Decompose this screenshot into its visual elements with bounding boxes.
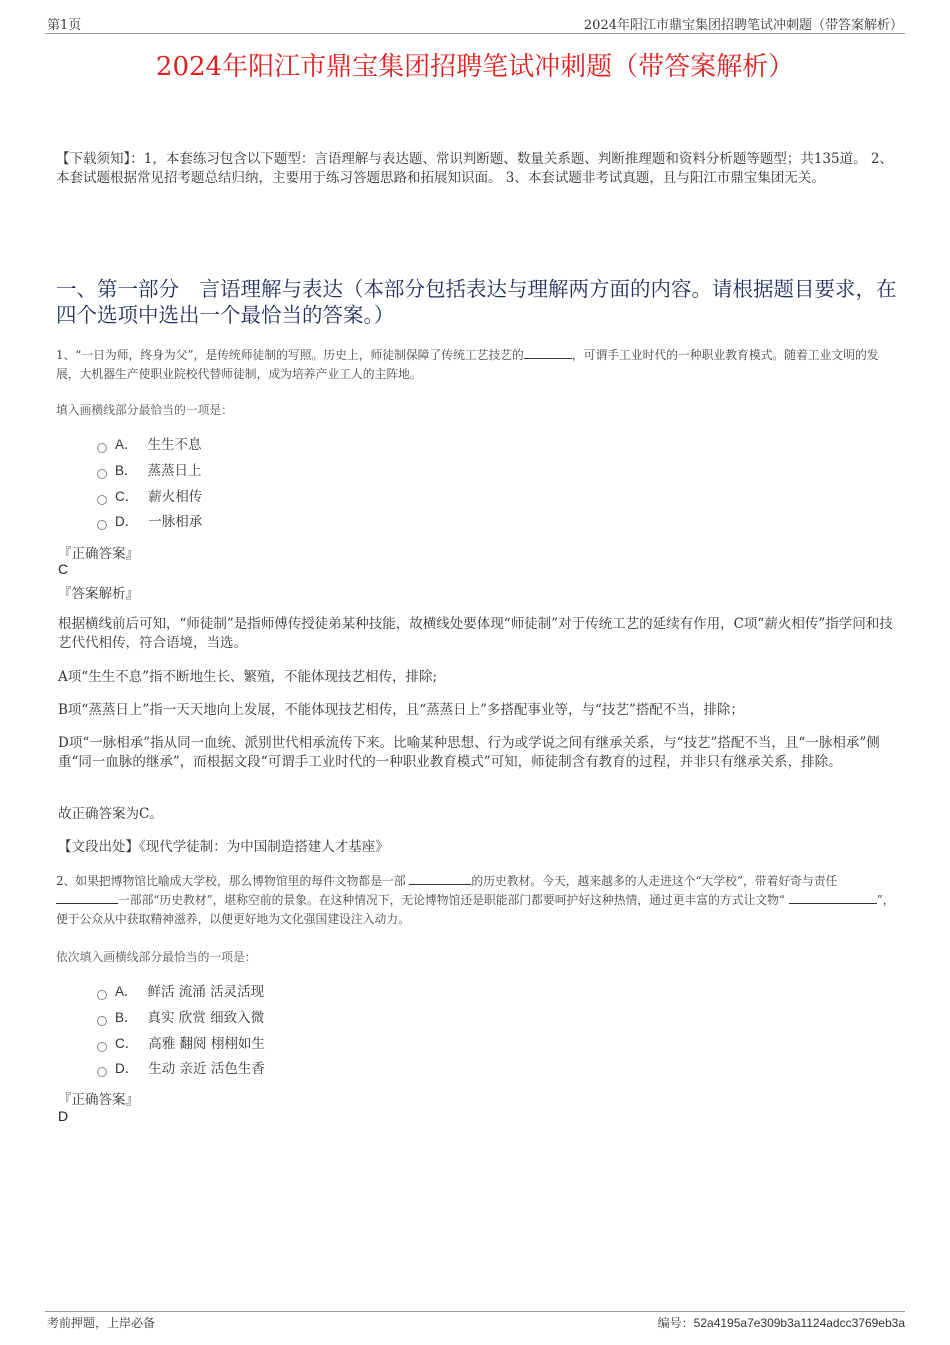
option-label: D． [115, 1061, 139, 1076]
option-text: 真实 欣赏 细致入微 [147, 1010, 265, 1026]
header-divider [45, 33, 905, 34]
question-2-option-d[interactable] [97, 1059, 265, 1079]
option-text: 生动 亲近 活色生香 [148, 1061, 265, 1077]
option-text: 一脉相承 [148, 514, 203, 530]
question-2-text-part-4: ”，便于公众从中获取精神滋养，以便更好地为文化强国建设注入动力。 [56, 893, 895, 926]
option-text: 高雅 翻阅 栩栩如生 [148, 1036, 265, 1052]
question-1-analysis-para-4: D项“一脉相承”指从同一血统、派别世代相承流传下来。比喻某种思想、行为或学说之间有继承关系，与“技艺”搭配不当，且“一脉相承”侧重“同一血脉的继承”，而根据文段“可谓手工业时代的一种职业教育模式”可知，师徒制含有教育的过程，并非只有继承关系，排除。 [58, 735, 880, 770]
footer-id-code: 52a4195a7e309b3a1124adcc3769eb3a [693, 1316, 905, 1330]
option-text: 生生不息 [147, 437, 202, 453]
option-label: A． [115, 437, 138, 452]
question-2-answer-label: 『正确答案』 [58, 1092, 139, 1108]
option-label: B． [115, 1010, 138, 1025]
option-label: A． [115, 984, 138, 999]
question-1-text [56, 346, 898, 384]
radio-icon[interactable] [97, 443, 107, 453]
page-number: 第1页 [47, 18, 82, 33]
question-2-blank-2 [56, 891, 118, 904]
question-1-option-c[interactable] [97, 487, 202, 507]
radio-icon[interactable] [97, 1067, 107, 1077]
footer-divider [45, 1311, 905, 1312]
header-doc-title: 2024年阳江市鼎宝集团招聘笔试冲刺题（带答案解析） [583, 18, 903, 33]
question-1-option-b[interactable] [97, 461, 202, 481]
question-1-option-a[interactable] [97, 435, 202, 455]
question-1-source: 【文段出处】《现代学徒制：为中国制造搭建人才基座》 [58, 839, 389, 855]
question-1-analysis-para-1: 根据横线前后可知，“师徒制”是指师傅传授徒弟某种技能，故横线处要体现“师徒制”对于传统工艺的延续有作用，C项“薪火相传”指学问和技艺代代相传，符合语境，当选。 [58, 616, 893, 651]
question-1-answer-label: 『正确答案』 [58, 546, 139, 562]
question-2-text-part-2: 的历史教材。今天，越来越多的人走进这个“大学校”，带着好奇与责任 [471, 874, 838, 888]
question-1-text-after: ，可谓手工业时代的一种职业教育模式。随着工业文明的发展，大机器生产使职业院校代替师徒制，成为培养产业工人的主阵地。 [56, 348, 879, 381]
download-notice: 【下载须知】：1，本套练习包含以下题型：言语理解与表达题、常识判断题、数量关系题、判断推理题和资料分析题等题型；共135道。 2、本套试题根据常见招考题总结归纳，主要用于练习答题思路和拓展知识面。 3、本套试题非考试真题，且与阳江市鼎宝集团无关。 [56, 151, 893, 186]
footer-doc-id [658, 1314, 905, 1331]
question-2-option-a[interactable] [97, 982, 264, 1002]
question-2-option-b[interactable] [97, 1008, 264, 1028]
section-heading: 一、第一部分 言语理解与表达（本部分包括表达与理解两方面的内容。请根据题目要求，在四个选项中选出一个最恰当的答案。） [56, 277, 897, 327]
question-2-option-c[interactable] [97, 1034, 265, 1054]
question-2-answer: D [58, 1108, 69, 1124]
radio-icon[interactable] [97, 520, 107, 530]
radio-icon[interactable] [97, 469, 107, 479]
option-label: C． [115, 489, 139, 504]
question-2-text-part-1: 2、如果把博物馆比喻成大学校，那么博物馆里的每件文物都是一部 [56, 874, 410, 888]
option-text: 蒸蒸日上 [147, 463, 202, 479]
question-1-answer: C [58, 561, 69, 577]
radio-icon[interactable] [97, 990, 107, 1000]
document-title: 2024年阳江市鼎宝集团招聘笔试冲刺题（带答案解析） [155, 52, 795, 82]
question-1-text-before: 1、“一日为师，终身为父”，是传统师徒制的写照。历史上，师徒制保障了传统工艺技艺的 [56, 348, 524, 362]
question-2-blank-3 [789, 891, 877, 904]
question-2-blank-1 [409, 872, 471, 885]
footer-id-label: 编号： [657, 1316, 694, 1330]
option-text: 鲜活 流涌 活灵活现 [147, 984, 265, 1000]
radio-icon[interactable] [97, 495, 107, 505]
radio-icon[interactable] [97, 1016, 107, 1026]
option-label: D． [115, 514, 139, 529]
question-1-prompt: 填入画横线部分最恰当的一项是： [56, 403, 233, 417]
option-label: C． [115, 1036, 139, 1051]
option-text: 薪火相传 [148, 489, 203, 505]
question-1-analysis-label: 『答案解析』 [58, 586, 139, 602]
question-1-option-d[interactable] [97, 512, 202, 532]
question-2-prompt: 依次填入画横线部分最恰当的一项是： [56, 950, 257, 964]
question-1-conclusion: 故正确答案为C。 [58, 806, 163, 822]
question-1-analysis-para-3: B项“蒸蒸日上”指一天天地向上发展，不能体现技艺相传，且“蒸蒸日上”多搭配事业等，与“技艺”搭配不当，排除； [58, 702, 744, 718]
question-2-text [56, 872, 898, 929]
question-2-text-part-3: 一部部“历史教材”，堪称空前的景象。在这种情况下，无论博物馆还是职能部门都要呵护好这种热情，通过更丰富的方式让文物“ [118, 893, 789, 907]
radio-icon[interactable] [97, 1042, 107, 1052]
footer-slogan: 考前押题，上岸必备 [47, 1316, 156, 1330]
question-1-blank [524, 346, 572, 359]
option-label: B． [115, 463, 138, 478]
question-1-analysis-para-2: A项“生生不息”指不断地生长、繁殖，不能体现技艺相传，排除; [58, 669, 438, 685]
